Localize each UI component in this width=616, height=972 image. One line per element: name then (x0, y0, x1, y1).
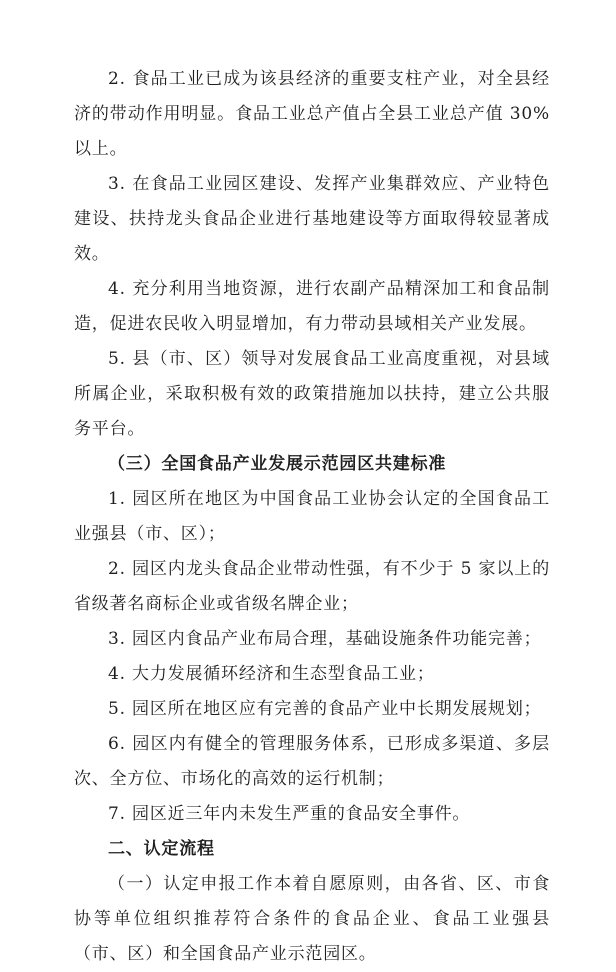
section-heading-process: 二、认定流程 (108, 839, 215, 859)
paragraph-standard-3: 3. 园区内食品产业布局合理，基础设施条件功能完善； (108, 629, 542, 649)
paragraph-process-1: （一）认定申报工作本着自愿原则，由各省、区、市食协等单位组织推荐符合条件的食品企业、食品工业强县（市、区）和全国食品产业示范园区。 (74, 874, 550, 964)
paragraph-standard-4: 4. 大力发展循环经济和生态型食品工业； (108, 664, 435, 684)
paragraph-criterion-4: 4. 充分利用当地资源，进行农副产品精深加工和食品制造，促进农民收入明显增加，有力带动县域相关产业发展。 (74, 279, 550, 334)
paragraph-criterion-3: 3. 在食品工业园区建设、发挥产业集群效应、产业特色建设、扶持龙头食品企业进行基地建设等方面取得较显著成效。 (74, 174, 550, 264)
paragraph-standard-6: 6. 园区内有健全的管理服务体系，已形成多渠道、多层次、全方位、市场化的高效的运行机制； (74, 734, 550, 789)
paragraph-standard-2: 2. 园区内龙头食品企业带动性强，有不少于 5 家以上的省级著名商标企业或省级名牌企业； (74, 559, 550, 614)
paragraph-standard-1: 1. 园区所在地区为中国食品工业协会认定的全国食品工业强县（市、区）； (74, 489, 550, 544)
paragraph-criterion-5: 5. 县（市、区）领导对发展食品工业高度重视，对县域所属企业，采取积极有效的政策措施加以扶持，建立公共服务平台。 (74, 349, 550, 439)
paragraph-standard-7: 7. 园区近三年内未发生严重的食品安全事件。 (108, 804, 471, 824)
paragraph-standard-5: 5. 园区所在地区应有完善的食品产业中长期发展规划； (108, 699, 542, 719)
section-heading-park-standards: （三）全国食品产业发展示范园区共建标准 (108, 454, 447, 474)
paragraph-criterion-2: 2. 食品工业已成为该县经济的重要支柱产业，对全县经济的带动作用明显。食品工业总产值占全县工业总产值 30% 以上。 (74, 69, 550, 159)
